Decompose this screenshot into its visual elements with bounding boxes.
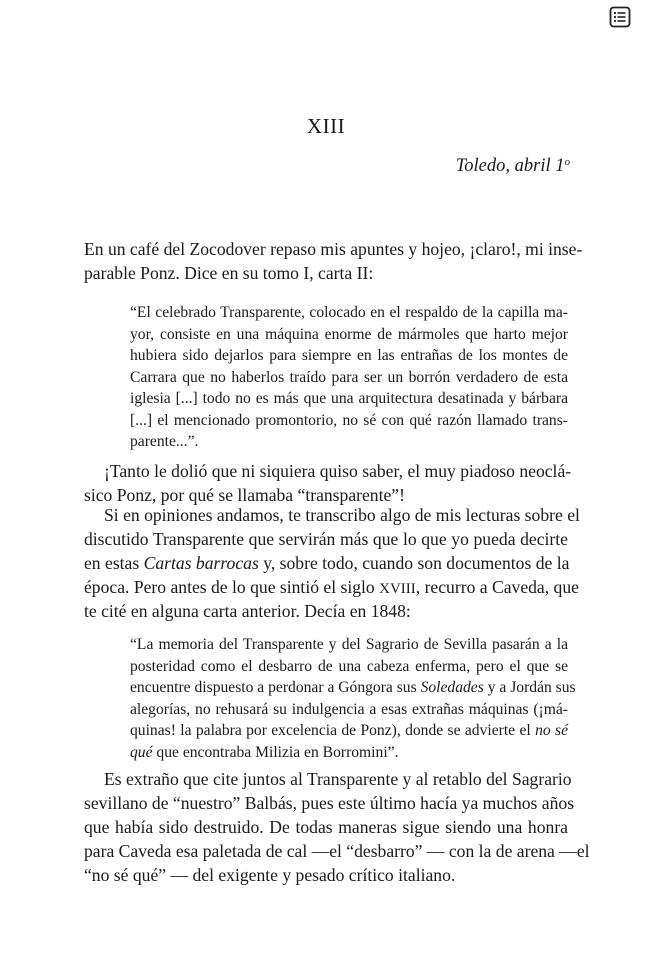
book-title: Soledades xyxy=(420,679,484,696)
text-segment: época. Pero antes de lo que sintió el siglo xyxy=(84,577,380,597)
italic-phrase: no sé xyxy=(535,722,568,739)
text-line: discutido Transparente que servirán más que lo que yo pueda decirte xyxy=(84,529,568,549)
text-line: sevillano de “nuestro” Balbás, pues este último hacía ya muchos años xyxy=(84,793,575,813)
text-line: Si en opiniones andamos, te transcribo algo de mis lecturas sobre el xyxy=(104,505,580,525)
text-segment: quinas! la palabra por excelencia de Ponz), donde se advierte el xyxy=(130,722,536,739)
text-line: te cité en alguna carta anterior. Decía en 1848: xyxy=(84,601,411,621)
paragraph-4 xyxy=(84,767,590,887)
paragraph-2 xyxy=(84,459,572,507)
quote-line: iglesia [...] todo no es más que una arquitectura desatinada y bárbara xyxy=(130,390,568,407)
text-segment: , recurro a Caveda, que xyxy=(415,577,579,597)
text-line xyxy=(84,551,568,575)
century-numeral: XVIII xyxy=(379,581,416,597)
italic-phrase: qué xyxy=(130,743,153,761)
quote-line: yor, consiste en una máquina enorme de mármoles que harto mejor xyxy=(130,325,568,343)
paragraph-1 xyxy=(84,237,583,285)
book-title: Cartas barrocas xyxy=(143,553,259,573)
quote-line: hubiera sido dejarlos para siempre en las entrañas de los montes de xyxy=(130,347,568,364)
quote-line: posteridad como el desbarro de una cabeza enferma, pero el que se xyxy=(130,657,568,675)
quote-line xyxy=(130,742,568,764)
toc-list-icon[interactable] xyxy=(609,6,631,28)
dateline-ordinal: o xyxy=(564,156,570,168)
text-line: para Caveda esa paletada de cal —el “desbarro” — con la de arena —el xyxy=(84,841,590,861)
text-line: En un café del Zocodover repaso mis apuntes y hojeo, ¡claro!, mi inse- xyxy=(84,239,583,259)
text-line: “no sé qué” — del exigente y pesado crítico italiano. xyxy=(84,865,456,885)
dateline xyxy=(456,156,570,177)
paragraph-3 xyxy=(84,503,580,623)
quote-line: “La memoria del Transparente y del Sagrario de Sevilla pasarán a la xyxy=(130,636,568,653)
text-segment: en estas xyxy=(84,553,144,573)
block-quote-ponz xyxy=(130,302,568,453)
quote-line: Carrara que no haberlos traído para ser un borrón verdadero de esta xyxy=(130,368,568,386)
text-line: Es extraño que cite juntos al Transparente y al retablo del Sagrario xyxy=(104,769,572,789)
text-line: ¡Tanto le dolió que ni siquiera quiso saber, el muy piadoso neoclá- xyxy=(104,461,572,481)
quote-line: parente...”. xyxy=(130,433,199,450)
quote-line xyxy=(130,720,568,742)
text-line: que había sido destruido. De todas maneras sigue siendo una honra xyxy=(84,817,568,837)
text-segment: y a Jordán sus xyxy=(483,679,576,696)
text-line: sico Ponz, por qué se llamaba “transparente”! xyxy=(84,485,405,505)
quote-line xyxy=(130,677,576,699)
quote-line: [...] el mencionado promontorio, no sé con qué razón llamado trans- xyxy=(130,411,568,429)
dateline-text: Toledo, abril 1 xyxy=(455,156,565,176)
text-line: parable Ponz. Dice en su tomo I, carta II: xyxy=(84,263,374,283)
block-quote-caveda xyxy=(130,634,576,763)
quote-line: alegorías, no rehusará su indulgencia a esas extrañas máquinas (¡má- xyxy=(130,700,568,718)
chapter-heading: XIII xyxy=(306,114,346,138)
text-segment: y, sobre todo, cuando son documentos de la xyxy=(258,553,570,573)
text-segment: que encontraba Milizia en Borromini”. xyxy=(152,743,399,761)
text-line xyxy=(84,575,579,599)
quote-line: “El celebrado Transparente, colocado en el respaldo de la capilla ma- xyxy=(130,304,568,321)
text-segment: encuentre dispuesto a perdonar a Góngora sus xyxy=(130,679,421,696)
